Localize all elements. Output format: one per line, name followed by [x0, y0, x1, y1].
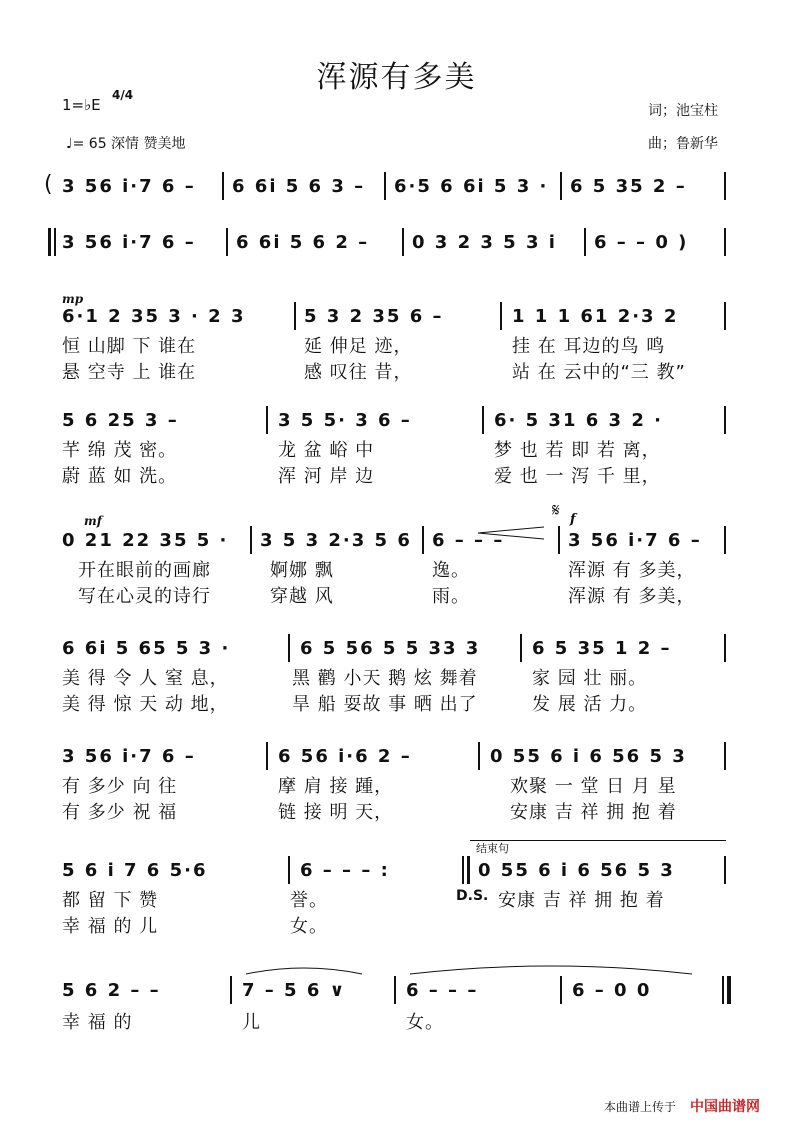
measure: 0 21 22 35 5 ·	[62, 530, 229, 551]
measure: 0 55 6 i 6 56 5 3	[478, 860, 675, 881]
measure: 3 56 i·7 6 –	[62, 176, 196, 197]
measure: 1 1 1 61 2·3 2	[512, 306, 679, 327]
time-signature	[112, 88, 134, 102]
repeat-bar	[467, 856, 470, 884]
lyric-line: 龙 盆 峪 中	[278, 440, 375, 461]
lyric-line: 美 得 令 人 窒 息，	[62, 668, 229, 689]
barline	[288, 634, 290, 662]
barline	[394, 976, 396, 1004]
key-text: 1=♭E	[62, 96, 101, 114]
measure: 6 – 0 0	[572, 980, 652, 1001]
lyricist-credit: 词；池宝柱	[648, 103, 718, 119]
measure: 6 56 i·6 2 –	[278, 746, 412, 767]
lyric-line: 逸。	[432, 560, 470, 581]
lyric-line: 女。	[406, 1012, 444, 1033]
lyric-line: 黑 鹳 小天 鹅 炫 舞着	[292, 668, 478, 689]
barline	[266, 406, 268, 434]
lyric-line: 都 留 下 赞	[62, 890, 159, 911]
open-paren: (	[44, 172, 53, 197]
barline	[288, 856, 290, 884]
measure: 5 6 i 7 6 5·6	[62, 860, 208, 881]
lyric-line: 欢聚 一 堂 日 月 星	[510, 776, 677, 797]
lyric-line: 有 多少 向 往	[62, 776, 178, 797]
barline	[226, 228, 228, 256]
key-signature	[62, 96, 101, 114]
lyric-line: 安康 吉 祥 拥 抱 着	[510, 802, 677, 823]
lyric-line: 摩 肩 接 踵，	[278, 776, 394, 797]
barline	[724, 406, 726, 434]
barline	[230, 976, 232, 1004]
measure: 6 6i 5 6 3 –	[232, 176, 366, 197]
measure: 3 56 i·7 6 –	[62, 746, 196, 767]
lyric-line: 有 多少 祝 福	[62, 802, 178, 823]
lyric-line: 开在眼前的画廊	[78, 560, 211, 581]
lyric-line: 挂 在 耳边的鸟 鸣	[512, 336, 666, 357]
barline	[266, 742, 268, 770]
crescendo-mark	[476, 526, 546, 540]
barline	[584, 228, 586, 256]
measure: 6 – – 0 )	[594, 232, 689, 253]
dynamic-mp: mp	[62, 292, 84, 306]
lyric-line: 浑源 有 多美，	[568, 586, 696, 607]
barline	[422, 526, 424, 554]
lyric-line: 发 展 活 力。	[532, 694, 648, 715]
lyric-line: 悬 空寺 上 谁在	[62, 362, 197, 383]
tempo-marking: ♩= 65 深情 赞美地	[66, 136, 186, 152]
lyric-line: 誉。	[290, 890, 328, 911]
lyric-line: 链 接 明 天，	[278, 802, 394, 823]
composer-credit: 曲；鲁新华	[648, 136, 718, 152]
barline	[222, 172, 224, 200]
measure: 7 – 5 6 ∨	[242, 980, 347, 1001]
barline	[724, 172, 726, 200]
time-signature-text: 4/4	[112, 88, 134, 102]
lyric-line: 雨。	[432, 586, 470, 607]
measure: 6 6i 5 65 5 3 ·	[62, 638, 231, 659]
barline	[500, 302, 502, 330]
measure: 3 56 i·7 6 –	[568, 530, 702, 551]
lyric-line: 浑源 有 多美，	[568, 560, 696, 581]
measure: 3 5 5· 3 6 –	[278, 410, 412, 431]
barline	[724, 742, 726, 770]
measure: 6 5 56 5 5 33 3	[300, 638, 481, 659]
score-title: 浑源有多美	[316, 60, 477, 95]
measure: 6 – – – :	[300, 860, 390, 881]
measure: 5 6 2 – –	[62, 980, 161, 1001]
dynamic-f: f	[570, 512, 576, 527]
barline	[520, 634, 522, 662]
measure: 6 – – –	[406, 980, 479, 1001]
barline	[724, 526, 726, 554]
slur-mark	[244, 962, 364, 976]
lyric-line: 女。	[290, 916, 328, 937]
measure: 0 3 2 3 5 3 i	[412, 232, 557, 253]
lyric-line: 安康 吉 祥 拥 抱 着	[498, 890, 665, 911]
lyric-line: 写在心灵的诗行	[78, 586, 211, 607]
measure: 3 56 i·7 6 –	[62, 232, 196, 253]
lyric-line: 穿越 风	[270, 586, 334, 607]
footer-upload-text: 本曲谱上传于	[604, 1100, 677, 1114]
barline	[294, 302, 296, 330]
ending-label: 结束句	[476, 842, 509, 855]
barline	[724, 302, 726, 330]
measure: 6 – – –	[432, 530, 505, 551]
lyric-line: 感 叹往 昔，	[304, 362, 413, 383]
repeat-bar	[462, 856, 464, 884]
barline	[482, 406, 484, 434]
lyric-line: 婀娜 飘	[270, 560, 334, 581]
barline	[560, 172, 562, 200]
barline	[724, 634, 726, 662]
lyric-line: 家 园 壮 丽。	[532, 668, 648, 689]
lyric-line: 爱 也 一 泻 千 里，	[494, 466, 661, 487]
dynamic-mf: mf	[84, 514, 102, 528]
lyric-line: 蔚 蓝 如 洗。	[62, 466, 178, 487]
measure: 5 6 25 3 –	[62, 410, 179, 431]
segno-icon: 𝄋	[552, 500, 560, 521]
lyric-line: 旱 船 耍故 事 晒 出了	[292, 694, 478, 715]
measure: 5 3 2 35 6 –	[304, 306, 444, 327]
final-bar	[727, 976, 731, 1004]
repeat-bar	[54, 228, 56, 256]
barline	[478, 742, 480, 770]
final-bar	[722, 976, 724, 1004]
lyric-line: 恒 山脚 下 谁在	[62, 336, 197, 357]
barline	[384, 172, 386, 200]
barline	[250, 526, 252, 554]
measure: 6·1 2 35 3 · 2 3	[62, 306, 246, 327]
lyric-line: 幸 福 的 儿	[62, 916, 159, 937]
lyric-line: 美 得 惊 天 动 地，	[62, 694, 229, 715]
measure: 0 55 6 i 6 56 5 3	[490, 746, 687, 767]
barline	[558, 526, 560, 554]
tie-mark	[406, 960, 696, 976]
barline	[560, 976, 562, 1004]
measure: 3 5 3 2·3 5 6	[260, 530, 412, 551]
lyric-line: 浑 河 岸 边	[278, 466, 375, 487]
repeat-bar	[48, 228, 51, 256]
measure: 6·5 6 6i 5 3 ·	[394, 176, 549, 197]
barline	[724, 856, 726, 884]
site-logo[interactable]: 中国曲谱网	[690, 1099, 760, 1115]
lyric-line: 芊 绵 茂 密。	[62, 440, 178, 461]
measure: 6 5 35 1 2 –	[532, 638, 672, 659]
barline	[724, 228, 726, 256]
lyric-line: 站 在 云中的“三 教”	[512, 362, 686, 383]
measure: 6· 5 31 6 3 2 ·	[494, 410, 663, 431]
barline	[402, 228, 404, 256]
lyric-line: 儿	[242, 1012, 261, 1033]
measure: 6 6i 5 6 2 –	[236, 232, 370, 253]
lyric-line: 延 伸足 迹，	[304, 336, 413, 357]
lyric-line: 梦 也 若 即 若 离，	[494, 440, 661, 461]
ds-mark: D.S.	[456, 888, 489, 904]
lyric-line: 幸 福 的	[62, 1012, 133, 1033]
measure: 6 5 35 2 –	[570, 176, 687, 197]
